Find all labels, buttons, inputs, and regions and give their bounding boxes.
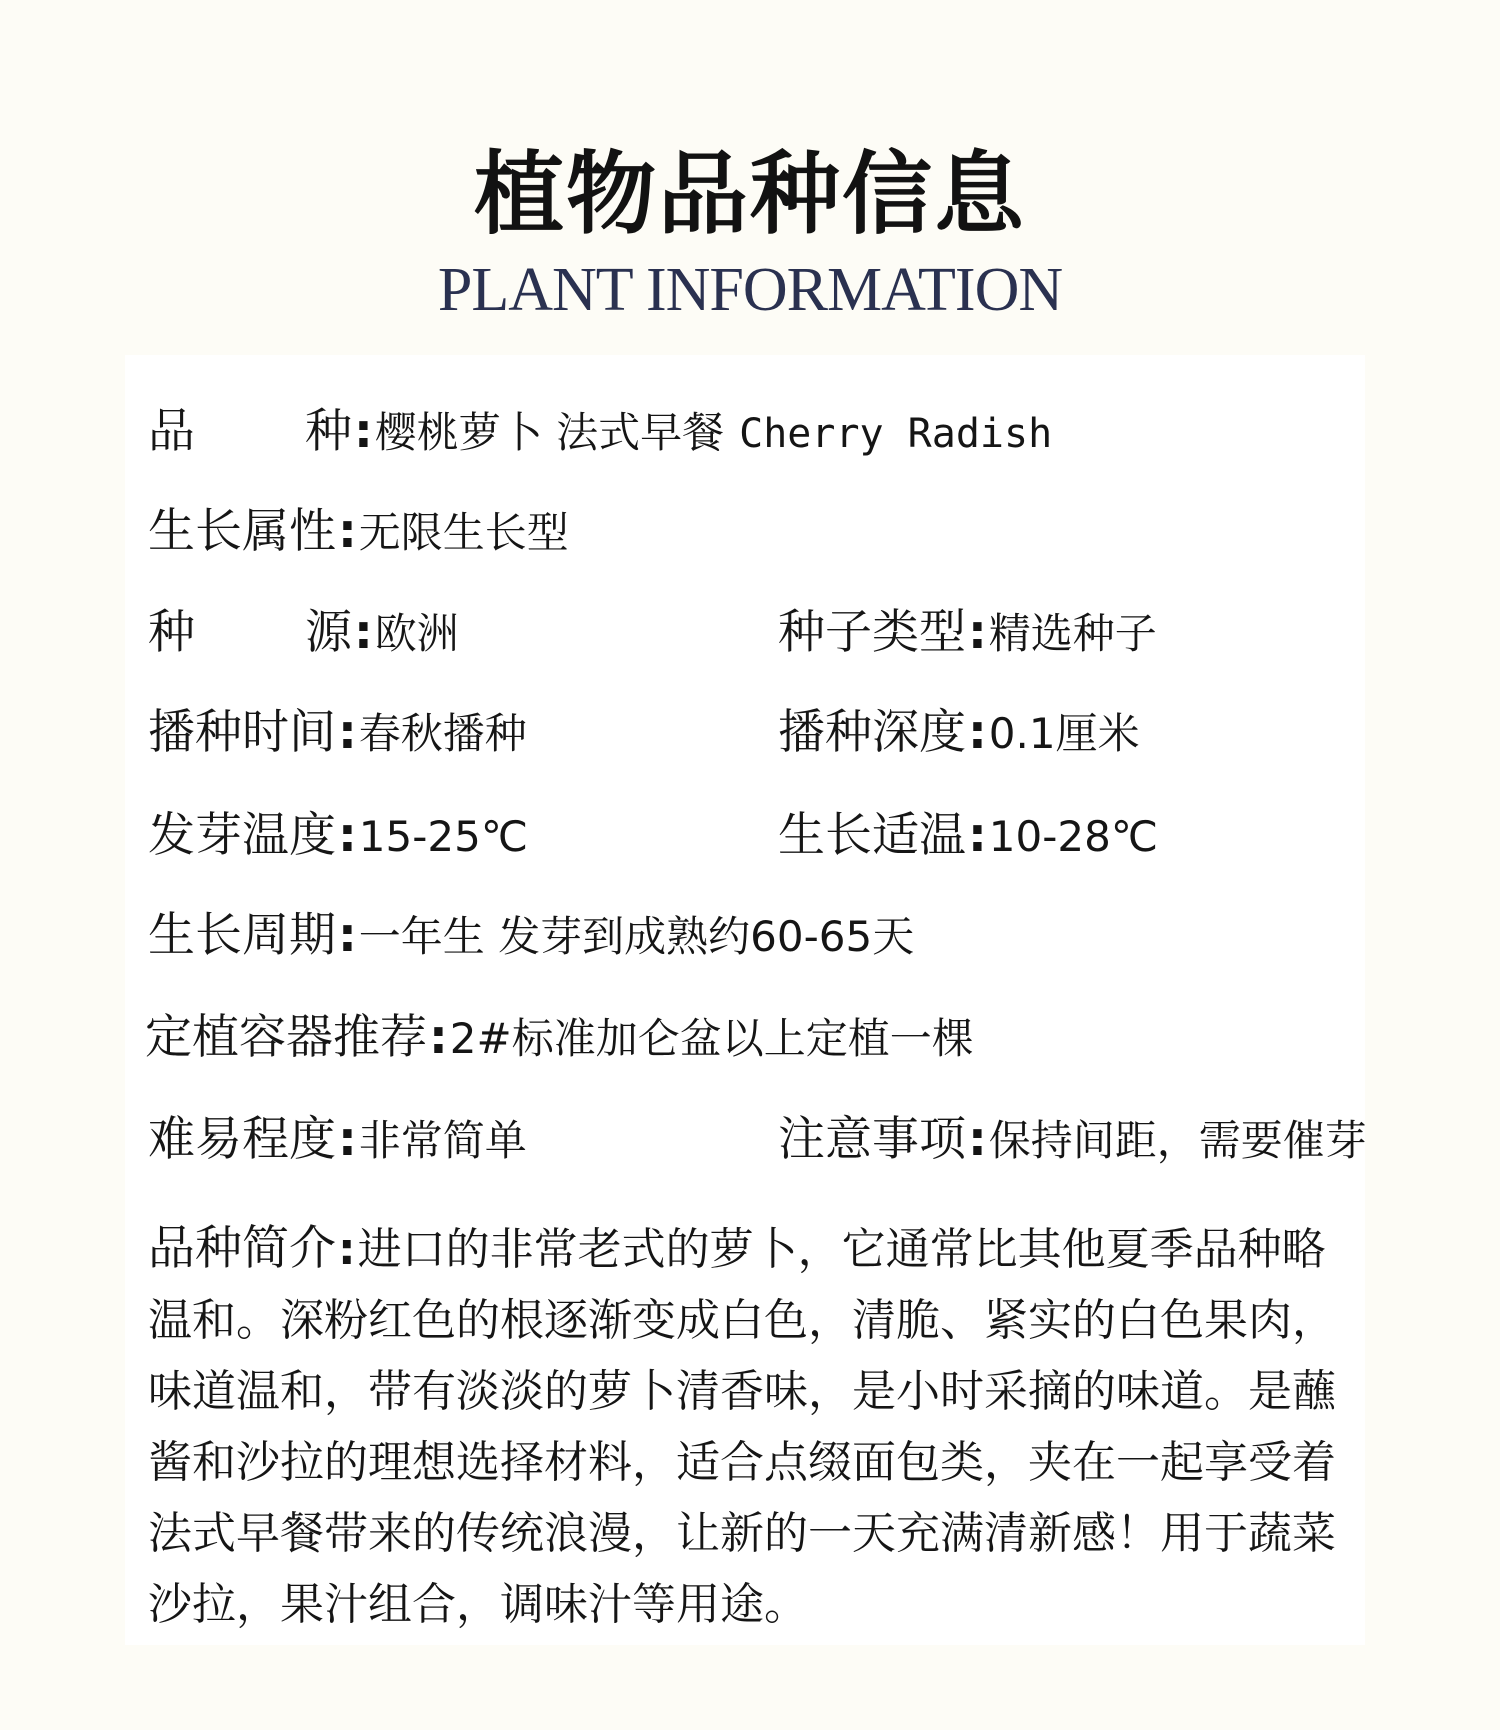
- page-title: 植物品种信息: [474, 142, 1026, 247]
- field-seed-type: [778, 603, 1157, 664]
- colon: :: [968, 705, 987, 760]
- field-value: 无限生长型: [358, 508, 569, 557]
- field-label: 难易程度: [148, 1112, 336, 1167]
- field-label: 播种深度: [778, 705, 966, 760]
- field-value: 春秋播种: [358, 709, 527, 758]
- page-subtitle: PLANT INFORMATION: [437, 256, 1063, 324]
- colon: :: [968, 605, 987, 660]
- colon: :: [338, 504, 357, 559]
- field-value: 15-25℃: [358, 812, 529, 861]
- colon: :: [354, 404, 373, 459]
- field-notes: [778, 1110, 1367, 1171]
- field-value: 欧洲: [374, 609, 459, 658]
- field-growth-temp: [778, 806, 1158, 867]
- field-growth-habit: [148, 502, 569, 563]
- colon: :: [429, 1010, 448, 1065]
- field-value: 精选种子: [988, 609, 1157, 658]
- field-difficulty: [148, 1110, 527, 1171]
- field-label: 注意事项: [778, 1112, 966, 1167]
- field-label: 种子类型: [778, 605, 966, 660]
- field-label: 发芽温度: [148, 808, 336, 863]
- field-sowing-depth: [778, 703, 1140, 764]
- field-label-b: 源: [305, 605, 352, 660]
- field-value: 非常简单: [358, 1116, 527, 1165]
- field-value: 一年生 发芽到成熟约60-65天: [358, 912, 915, 961]
- colon: :: [968, 1112, 987, 1167]
- colon: :: [968, 808, 987, 863]
- field-label: 生长周期: [148, 908, 336, 963]
- field-label-b: 种: [305, 404, 352, 459]
- field-label: 播种时间: [148, 705, 336, 760]
- field-value: 进口的非常老式的萝卜，它通常比其他夏季品种略温和。深粉红色的根逐渐变成白色，清脆、紧实的白色果肉，味道温和，带有淡淡的萝卜清香味，是小时采摘的味道。是蘸酱和沙拉的理想选择材料，适合点缀面包类，夹在一起享受着法式早餐带来的传统浪漫，让新的一天充满清新感！用于蔬菜沙拉，果汁组合，调味汁等用途。: [148, 1224, 1336, 1630]
- field-variety: [148, 402, 1052, 464]
- field-growth-cycle: [148, 906, 914, 967]
- field-value: 2#标准加仑盆以上定植一棵: [449, 1014, 974, 1063]
- field-label: 生长属性: [148, 504, 336, 559]
- field-value: 0.1厘米: [988, 709, 1140, 758]
- field-germination-temp: [148, 806, 528, 867]
- field-value: 保持间距，需要催芽: [988, 1116, 1367, 1165]
- field-intro: [148, 1213, 1348, 1640]
- colon: :: [338, 1112, 357, 1167]
- field-label-a: 品: [148, 404, 195, 459]
- field-value-en: Cherry Radish: [739, 411, 1053, 457]
- field-container: [145, 1008, 974, 1069]
- colon: :: [354, 605, 373, 660]
- field-label: 生长适温: [778, 808, 966, 863]
- colon: :: [338, 808, 357, 863]
- field-label-a: 种: [148, 605, 195, 660]
- field-origin: [148, 603, 459, 664]
- colon: :: [338, 705, 357, 760]
- field-value: 10-28℃: [988, 812, 1159, 861]
- field-value-cn: 樱桃萝卜 法式早餐: [374, 408, 725, 457]
- field-sowing-time: [148, 703, 527, 764]
- field-label: 定植容器推荐: [145, 1010, 427, 1065]
- colon: :: [338, 1224, 356, 1275]
- colon: :: [338, 908, 357, 963]
- field-label: 品种简介: [148, 1221, 336, 1276]
